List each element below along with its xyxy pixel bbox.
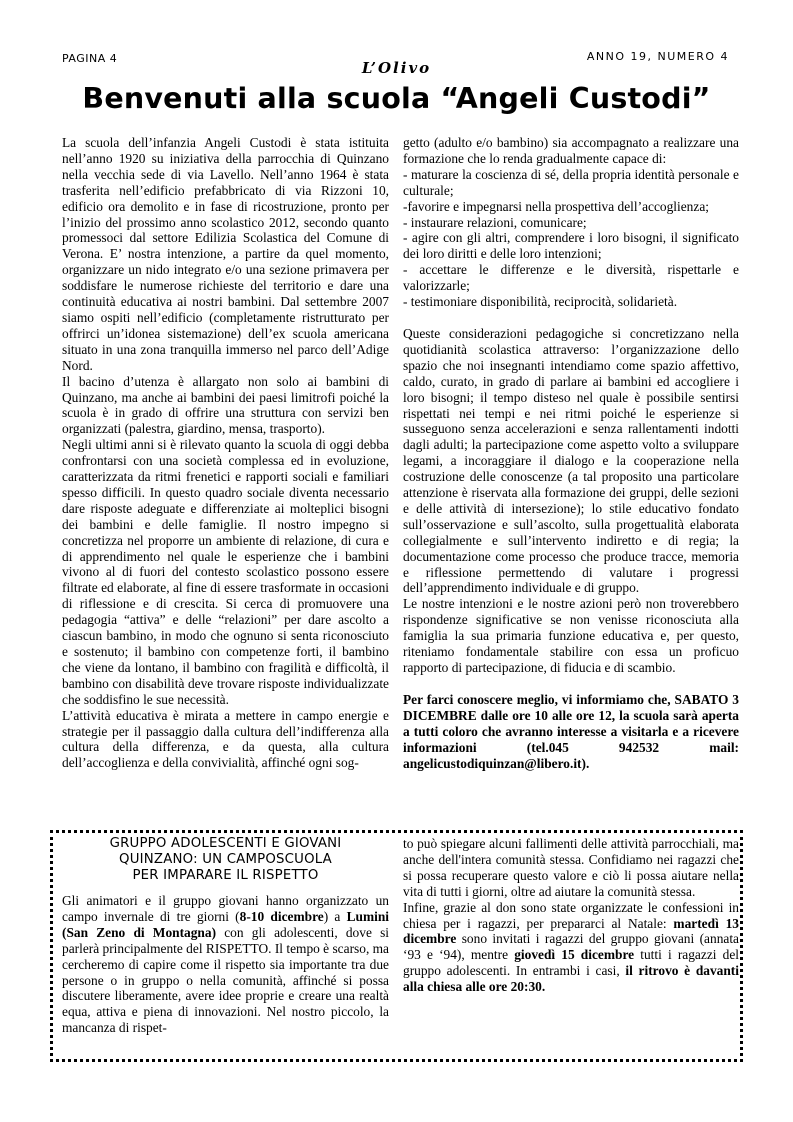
open-day-announcement: Per farci conoscere meglio, vi informiamo che, SABATO 3 DICEMBRE dalle ore 10 alle ore 12, la scuola sarà aperta a tutti coloro che avranno interesse a visitarla e a ricevere informazioni (tel.045 942532 mail: angelicustodiquinzan@libero.it). xyxy=(403,691,739,771)
article-title: Benvenuti alla scuola “Angeli Custodi” xyxy=(82,82,711,115)
article-right-column xyxy=(403,135,739,771)
box-title-line: GRUPPO ADOLESCENTI E GIOVANI xyxy=(109,836,342,851)
box-title-line: QUINZANO: UN CAMPOSCUOLA xyxy=(119,852,332,867)
article-paragraph: Negli ultimi anni si è rilevato quanto la scuola di oggi debba confrontarsi con una società complessa ed in evoluzione, caratterizzata da ritmi frenetici e rapporti sociali e familiari spesso difficili. In questo quadro sociale diventa necessario dare risposte adeguate e differenziate ai molteplici bisogni dei bambini e delle famiglie. Il nostro impegno si concretizza nel proporre un ambiente di relazione, di cura e di apprendimento nel quale le esperienze che i bambini vivono al di fuori del contesto scolastico possono essere filtrate ed elaborate, al fine di essere trasformate in occasioni di riflessione e di crescita. Si cerca di promuovere una pedagogia “attiva” e delle “relazioni” per dare ascolto a ciascun bambino, in modo che ognuno si senta riconosciuto e sostenuto; il bambino con competenze forti, il bambino che viene da lontano, il bambino con fragilità e difficoltà, il bambino con disabilità deve trovare risposte individualizzate che soddisfino le sue necessità. xyxy=(62,437,389,707)
list-item: - testimoniare disponibilità, reciprocità, solidarietà. xyxy=(403,294,678,310)
article-paragraph: Le nostre intenzioni e le nostre azioni però non troverebbero rispondenze significative se non venisse riconosciuta alla famiglia la sua primaria funzione educativa e, per questo, riteniamo fondamentale stabilire con essa un proficuo rapporto di partecipazione, di fiducia e di scambio. xyxy=(403,596,739,675)
box-right-column xyxy=(403,836,739,995)
page-number: PAGINA 4 xyxy=(62,52,118,65)
article-paragraph: La scuola dell’infanzia Angeli Custodi è stata istituita nell’anno 1920 su iniziativa della parrocchia di Quinzano nella vecchia sede di via Lavello. Nell’anno 1964 è stata trasferita nell’edificio prefabbricato di via Rizzoni 10, edificio ora demolito e in fase di ricostruzione, pronto per l’inizio del prossimo anno scolastico 2012, secondo quanto promessoci dal settore Edilizia Scolastica del Comune di Verona. E’ nostra intenzione, a partire da quel momento, organizzare un nido integrato e/o una sezione primavera per soddisfare le numerose richieste del territorio e dare una continuità educativa ai nostri bambini. Dal settembre 2007 siamo ospiti nell’edificio (completamente ristrutturato per offrirci un’idonea sistemazione) dell’ex scuola americana situato in una zona tranquilla immerso nel parco dell’Adige Nord. xyxy=(62,135,389,373)
article-paragraph: L’attività educativa è mirata a mettere in campo energie e strategie per il passaggio dalla cultura dell’indifferenza alla cultura della differenza, e da questa, alla cultura dell’accoglienza e della convivialità, affinché ogni sog- xyxy=(62,707,389,771)
list-item: - maturare la coscienza di sé, della propria identità personale e culturale; xyxy=(403,166,739,198)
article-paragraph: Il bacino d’utenza è allargato non solo ai bambini di Quinzano, ma anche ai bambini dei paesi limitrofi poiché la scuola è in grado di offrire una struttura con servizi ben organizzati (palestra, giardino, mensa, trasporto). xyxy=(62,373,389,437)
box-paragraph: Gli animatori e il gruppo giovani hanno organizzato un campo invernale di tre giorni (8-10 dicembre) a Lumini (San Zeno di Montagna) con gli adolescenti, dove si parlerà principalmente del RISPETTO. Il tempo è scarso, ma cercheremo di capire come il rispetto sia importante tra due persone o in gruppo o nella comunità, affinché si possa discutere liberamente, avere idee proprie e creare una realtà equa, attiva e piena di innovazioni. Nel nostro piccolo, la mancanza di rispet- xyxy=(62,893,390,1036)
article-left-column xyxy=(62,135,389,771)
list-item: - accettare le differenze e le diversità, rispettarle e valorizzarle; xyxy=(403,262,739,294)
box-paragraph: Infine, grazie al don sono state organizzate le confessioni in chiesa per i ragazzi, per prepararci al Natale: martedì 13 dicembre sono invitati i ragazzi del gruppo giovani (annata ‘93 e ‘94), mentre giovedì 15 dicembre tutti i ragazzi del gruppo adolescenti. In entrambi i casi, il ritrovo è davanti alla chiesa alle ore 20:30. xyxy=(403,899,739,995)
newsletter-masthead: L’Olivo xyxy=(361,59,432,77)
list-item: -favorire e impegnarsi nella prospettiva dell’accoglienza; xyxy=(403,198,709,214)
article-paragraph: getto (adulto e/o bambino) sia accompagnato a realizzare una formazione che lo renda gradualmente capace di: xyxy=(403,135,739,166)
box-title-line: PER IMPARARE IL RISPETTO xyxy=(132,868,319,883)
article-paragraph: Queste considerazioni pedagogiche si concretizzano nella quotidianità scolastica attraverso: l’organizzazione dello spazio che noi insegnanti intendiamo come spazio affettivo, caldo, curato, in grado di parlare ai bambini ed accogliere i loro bisogni; il tempo disteso nel quale è possibile sentirsi rispettati nei tempi e nei ritmi poiché le esperienze si susseguono senza accelerazioni e senza rallentamenti indotti dagli adulti; la partecipazione come aspetto volto a sviluppare legami, a incoraggiare il dialogo e la cooperazione nella costruzione delle conoscenze (a tal proposito una particolare attenzione è riservata alla formazione dei gruppi, delle sezioni e delle attività di intersezione); lo stile educativo fondato sull’osservazione e sull’ascolto, sulla progettualità elaborata collegialmente e sull’intervento indiretto e di regia; la documentazione come processo che produce tracce, memoria e riflessione permettendo di valutare i progressi dell’apprendimento individuale e di gruppo. xyxy=(403,325,739,596)
list-item: - agire con gli altri, comprendere i loro bisogni, il significato dei loro diritti e delle loro intenzioni; xyxy=(403,230,739,262)
list-item: - instaurare relazioni, comunicare; xyxy=(403,214,587,230)
box-title xyxy=(62,836,389,884)
box-left-column xyxy=(62,893,389,1036)
box-paragraph: to può spiegare alcuni fallimenti delle attività parrocchiali, ma anche dell'intera comunità stessa. Confidiamo nei ragazzi che si possa recuperare questo valore e ciò li possa aiutare nella vita di tutti i giorni, oltre ad aiutare la comunità stessa. xyxy=(403,836,739,899)
issue-number: ANNO 19, NUMERO 4 xyxy=(586,50,729,63)
